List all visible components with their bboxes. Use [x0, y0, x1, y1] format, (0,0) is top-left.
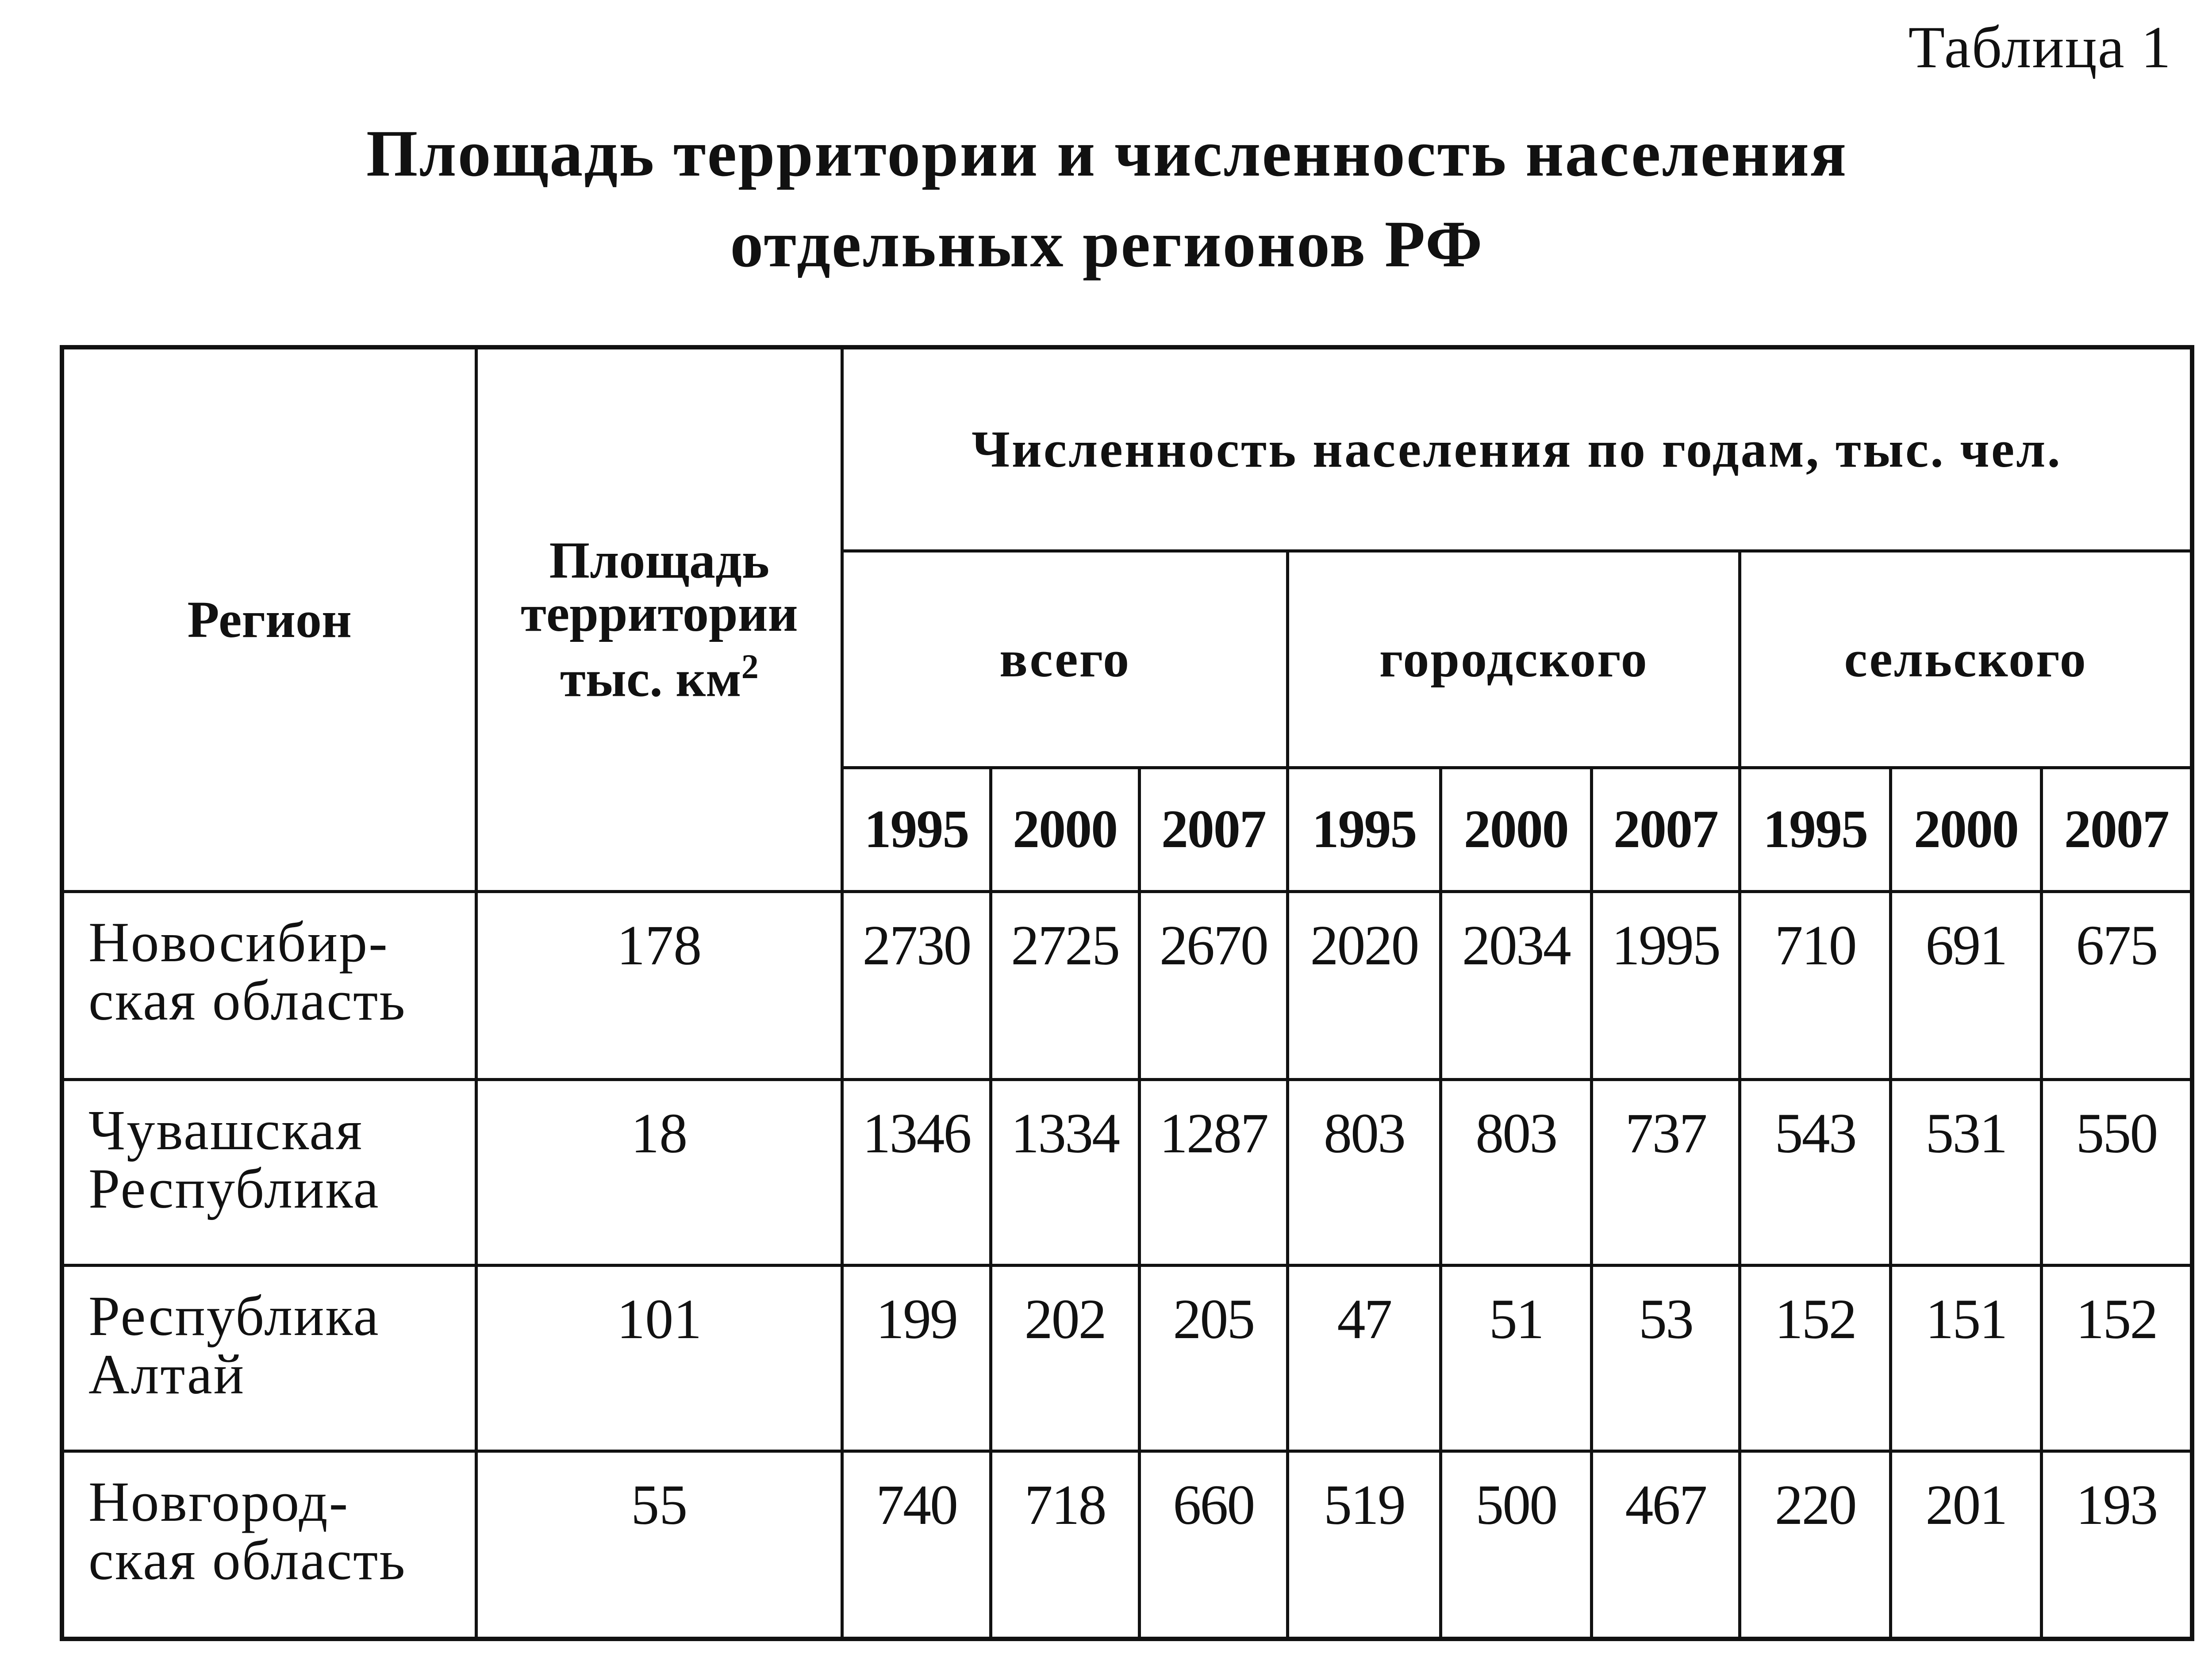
- population-table: [60, 345, 2194, 1641]
- table-title-line-2: отдельных регионов РФ: [730, 207, 1484, 281]
- value-cell: 2725: [991, 891, 1139, 1079]
- header-group-total: всего: [842, 551, 1288, 767]
- value-cell: 1346: [842, 1079, 991, 1265]
- table-row: [62, 1265, 2192, 1451]
- header-group-urban: городского: [1288, 551, 1740, 767]
- value-cell: 1995: [1591, 891, 1740, 1079]
- area-cell: 55: [476, 1451, 842, 1639]
- region-cell: [62, 1451, 476, 1639]
- value-cell: 51: [1440, 1265, 1591, 1451]
- value-cell: 47: [1288, 1265, 1441, 1451]
- value-cell: 803: [1440, 1079, 1591, 1265]
- value-cell: 675: [2041, 891, 2192, 1079]
- header-year: 2000: [1890, 767, 2041, 891]
- header-year: 2007: [1139, 767, 1288, 891]
- header-year: 2000: [1440, 767, 1591, 891]
- region-name-line: Республика: [88, 1157, 380, 1220]
- value-cell: 467: [1591, 1451, 1740, 1639]
- table-row: [62, 1451, 2192, 1639]
- table-number-label: Таблица 1: [1908, 15, 2172, 81]
- header-area-line-1: Площадь: [549, 531, 770, 590]
- value-cell: 740: [842, 1451, 991, 1639]
- header-year: 1995: [842, 767, 991, 891]
- value-cell: 2670: [1139, 891, 1288, 1079]
- header-year: 2000: [991, 767, 1139, 891]
- header-region: Регион: [62, 347, 476, 891]
- header-year: 2007: [2041, 767, 2192, 891]
- header-area-unit-exponent: 2: [741, 647, 759, 686]
- table-title: [0, 108, 2212, 290]
- value-cell: 53: [1591, 1265, 1740, 1451]
- header-group-rural: сельского: [1740, 551, 2192, 767]
- header-year: 1995: [1288, 767, 1441, 891]
- region-name-line: Новосибир-: [88, 910, 389, 974]
- value-cell: 550: [2041, 1079, 2192, 1265]
- value-cell: 2020: [1288, 891, 1441, 1079]
- header-population: Численность населения по годам, тыс. чел.: [842, 347, 2192, 551]
- region-name-line: ская область: [88, 1528, 407, 1592]
- header-year: 2007: [1591, 767, 1740, 891]
- table-title-line-1: Площадь территории и численность населения: [366, 117, 1848, 190]
- area-cell: 178: [476, 891, 842, 1079]
- value-cell: 718: [991, 1451, 1139, 1639]
- value-cell: 519: [1288, 1451, 1441, 1639]
- area-cell: 101: [476, 1265, 842, 1451]
- value-cell: 543: [1740, 1079, 1891, 1265]
- value-cell: 152: [1740, 1265, 1891, 1451]
- table-row: [62, 891, 2192, 1079]
- value-cell: 202: [991, 1265, 1139, 1451]
- region-name-line: Новгород-: [88, 1470, 349, 1533]
- value-cell: 151: [1890, 1265, 2041, 1451]
- value-cell: 1287: [1139, 1079, 1288, 1265]
- value-cell: 201: [1890, 1451, 2041, 1639]
- area-cell: 18: [476, 1079, 842, 1265]
- region-name-line: Чувашская: [88, 1098, 364, 1162]
- header-area: [476, 347, 842, 891]
- header-area-unit: тыс. км: [560, 649, 741, 708]
- value-cell: 199: [842, 1265, 991, 1451]
- value-cell: 710: [1740, 891, 1891, 1079]
- value-cell: 152: [2041, 1265, 2192, 1451]
- value-cell: 737: [1591, 1079, 1740, 1265]
- region-cell: [62, 891, 476, 1079]
- value-cell: 205: [1139, 1265, 1288, 1451]
- region-name-line: Республика: [88, 1284, 380, 1347]
- value-cell: 220: [1740, 1451, 1891, 1639]
- region-name-line: ская область: [88, 969, 407, 1032]
- region-name-line: Алтай: [88, 1343, 246, 1406]
- value-cell: 691: [1890, 891, 2041, 1079]
- value-cell: 2730: [842, 891, 991, 1079]
- region-cell: [62, 1079, 476, 1265]
- value-cell: 193: [2041, 1451, 2192, 1639]
- header-area-line-2: территории: [520, 584, 798, 643]
- value-cell: 531: [1890, 1079, 2041, 1265]
- table-row: [62, 1079, 2192, 1265]
- header-area-line-3: [478, 640, 841, 708]
- value-cell: 803: [1288, 1079, 1441, 1265]
- header-year: 1995: [1740, 767, 1891, 891]
- value-cell: 500: [1440, 1451, 1591, 1639]
- value-cell: 1334: [991, 1079, 1139, 1265]
- region-cell: [62, 1265, 476, 1451]
- value-cell: 660: [1139, 1451, 1288, 1639]
- value-cell: 2034: [1440, 891, 1591, 1079]
